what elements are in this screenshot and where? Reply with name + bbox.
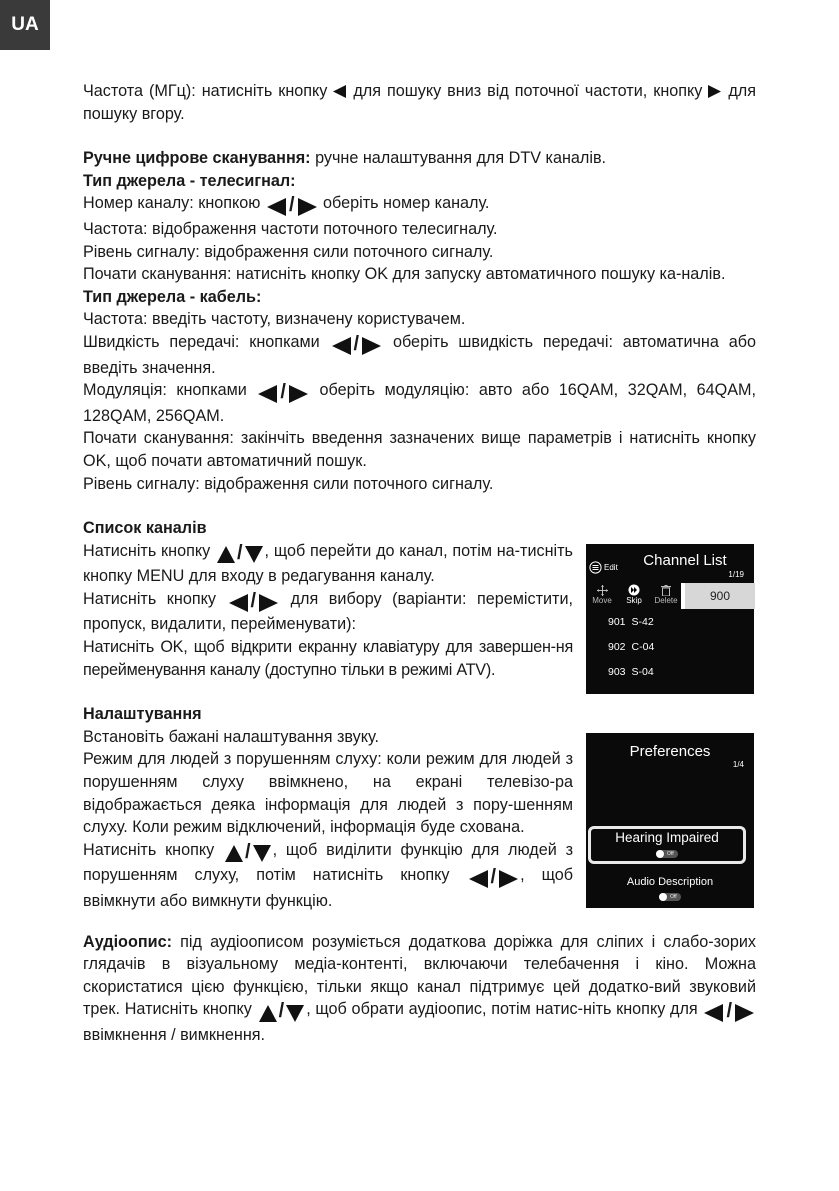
text: Номер каналу: кнопкою	[83, 194, 261, 213]
up-down-arrows-icon: /	[225, 841, 271, 865]
left-right-arrows-icon: /	[258, 381, 308, 405]
text: ручне налаштування для DTV каналів.	[310, 149, 607, 168]
left-right-arrows-icon: /	[469, 866, 519, 890]
up-down-arrows-icon: /	[217, 542, 263, 566]
page-indicator: 1/19	[728, 570, 744, 579]
text: Модуляція: кнопками	[83, 381, 247, 400]
settings-line-1: Встановіть бажані налаштування звуку.	[83, 727, 379, 746]
channel-list-line-2	[83, 588, 573, 636]
source-cable-heading	[83, 286, 756, 309]
text: Частота (МГц): натисніть кнопку	[83, 82, 328, 100]
hearing-impaired-item	[588, 826, 746, 864]
text: , щоб виділити функцію для людей з порушенням слуху, потім натисніть кнопку	[83, 840, 573, 885]
text: Швидкість передачі: кнопками	[83, 332, 320, 351]
settings-title: Налаштування	[83, 705, 202, 724]
right-triangle-icon	[708, 85, 722, 98]
channel-row	[608, 660, 654, 685]
toggle-state: Off	[667, 851, 674, 857]
hearing-impaired-toggle	[656, 850, 678, 858]
channel-row	[608, 635, 654, 660]
delete-label: Delete	[654, 596, 678, 605]
text: оберіть модуляцію: авто або 16QAM, 32QAM, 64QAM, 128QAM, 256QAM.	[83, 381, 757, 425]
settings-line-3	[83, 839, 573, 913]
left-right-arrows-icon: /	[229, 590, 279, 614]
text: для пошуку вниз від поточної частоти, кнопку	[353, 82, 703, 100]
skip-tool	[620, 584, 648, 605]
symbol-rate-line	[83, 331, 756, 379]
toggle-state: Off	[670, 894, 677, 900]
skip-icon	[628, 584, 640, 596]
frequency-line: Частота: відображення частоти поточного телесигналу.	[83, 219, 498, 238]
trash-icon	[661, 585, 671, 596]
modulation-line	[83, 379, 756, 427]
audio-description-paragraph	[83, 931, 756, 1047]
source-tv-heading	[83, 170, 756, 193]
text: , щоб ввімкнути або вимкнути функцію.	[83, 866, 573, 910]
left-triangle-icon	[333, 85, 347, 98]
text: для пошуку вгору.	[83, 82, 757, 123]
frequency-paragraph	[83, 80, 756, 125]
channel-number: 902	[608, 641, 626, 653]
move-icon	[597, 585, 608, 596]
edit-tools	[588, 584, 680, 605]
manual-scan-heading	[83, 147, 756, 170]
text: оберіть номер каналу.	[323, 194, 490, 213]
selected-channel: 900	[681, 583, 755, 609]
channel-name: S-42	[631, 616, 654, 628]
source-tv-title: Тип джерела - телесигнал:	[83, 171, 296, 190]
channel-number: 901	[608, 616, 626, 628]
text: ввімкнення / вимкнення.	[83, 1025, 266, 1044]
left-right-arrows-icon: /	[267, 194, 317, 218]
cable-frequency-line: Частота: введіть частоту, визначену користувачем.	[83, 310, 466, 329]
channel-list-heading	[83, 517, 573, 540]
channel-list-screenshot	[586, 544, 754, 694]
delete-tool	[652, 584, 680, 605]
text: для вибору (варіанти: перемістити, пропуск, видалити, перейменувати):	[83, 589, 574, 634]
manual-scan-title: Ручне цифрове сканування:	[83, 149, 311, 168]
text: оберіть швидкість передачі: автоматична або введіть значення.	[83, 332, 757, 377]
channel-list-line-3: Натисніть OK, щоб відкрити екранну клавіатуру для завершен-ня перейменування каналу (доступно тільки в режимі ATV).	[83, 638, 573, 679]
audio-description-item	[586, 876, 754, 906]
channel-name: C-04	[631, 641, 655, 653]
left-right-arrows-icon: /	[332, 333, 382, 357]
settings-line-2: Режим для людей з порушенням слуху: коли режим для людей з порушенням слуху ввімкнено, на екрані телевізо-ра відображається деяка інформація для людей з пору-шенням слуху. Коли режим відключений, інформація буде схована.	[83, 750, 573, 837]
channel-list-line-1	[83, 540, 573, 588]
text: Натисніть кнопку	[83, 589, 216, 608]
audio-description-toggle	[659, 893, 681, 901]
page-indicator: 1/4	[732, 760, 744, 769]
up-down-arrows-icon: /	[259, 1000, 305, 1024]
channel-name: S-04	[631, 666, 654, 678]
preferences-screenshot	[586, 733, 754, 908]
channel-number-line	[83, 192, 756, 218]
audio-description-title: Аудіоопис:	[83, 932, 172, 951]
channel-number: 903	[608, 666, 626, 678]
channel-row	[608, 610, 654, 635]
audio-description-label: Audio Description	[626, 876, 714, 888]
cable-start-scan-line: Почати сканування: закінчіть введення зазначених вище параметрів і натисніть кнопку OK, щоб почати автоматичний пошук.	[83, 429, 756, 470]
source-cable-title: Тип джерела - кабель:	[83, 287, 262, 306]
language-badge: UA	[0, 0, 50, 50]
start-scan-line: Почати сканування: натисніть кнопку OK для запуску автоматичного пошуку ка-налів.	[83, 265, 726, 284]
left-right-arrows-icon: /	[704, 1000, 754, 1024]
move-label: Move	[592, 596, 612, 605]
text: , щоб обрати аудіоопис, потім натис-ніть кнопку для	[306, 1000, 698, 1019]
channel-list-section	[83, 517, 573, 913]
move-tool	[588, 584, 616, 605]
text: під аудіоописом розуміється додаткова доріжка для сліпих і слабо-зорих глядачів в візуальному медіа-контенті, включаючи телебачення і кіно. Можна скористатися цією функцією, тільки якщо канал підтримує цей додатко-вий звуковий трек. Натисніть кнопку	[83, 932, 756, 1019]
channel-list-title: Список каналів	[83, 519, 207, 538]
edit-label: Edit	[604, 563, 618, 572]
channel-list-title: Channel List	[643, 552, 727, 569]
preferences-title: Preferences	[629, 743, 711, 760]
text: , щоб перейти до канал, потім на-тисніть кнопку MENU для входу в редагування каналу.	[83, 541, 573, 586]
settings-heading	[83, 703, 573, 726]
text: Натисніть кнопку	[83, 840, 215, 859]
signal-level-line: Рівень сигналу: відображення сили поточного сигналу.	[83, 242, 494, 261]
channel-rows	[608, 610, 654, 685]
text: Натисніть кнопку	[83, 541, 211, 560]
skip-label: Skip	[626, 596, 642, 605]
hearing-impaired-label: Hearing Impaired	[615, 830, 719, 845]
cable-signal-level-line: Рівень сигналу: відображення сили поточного сигналу.	[83, 474, 494, 493]
